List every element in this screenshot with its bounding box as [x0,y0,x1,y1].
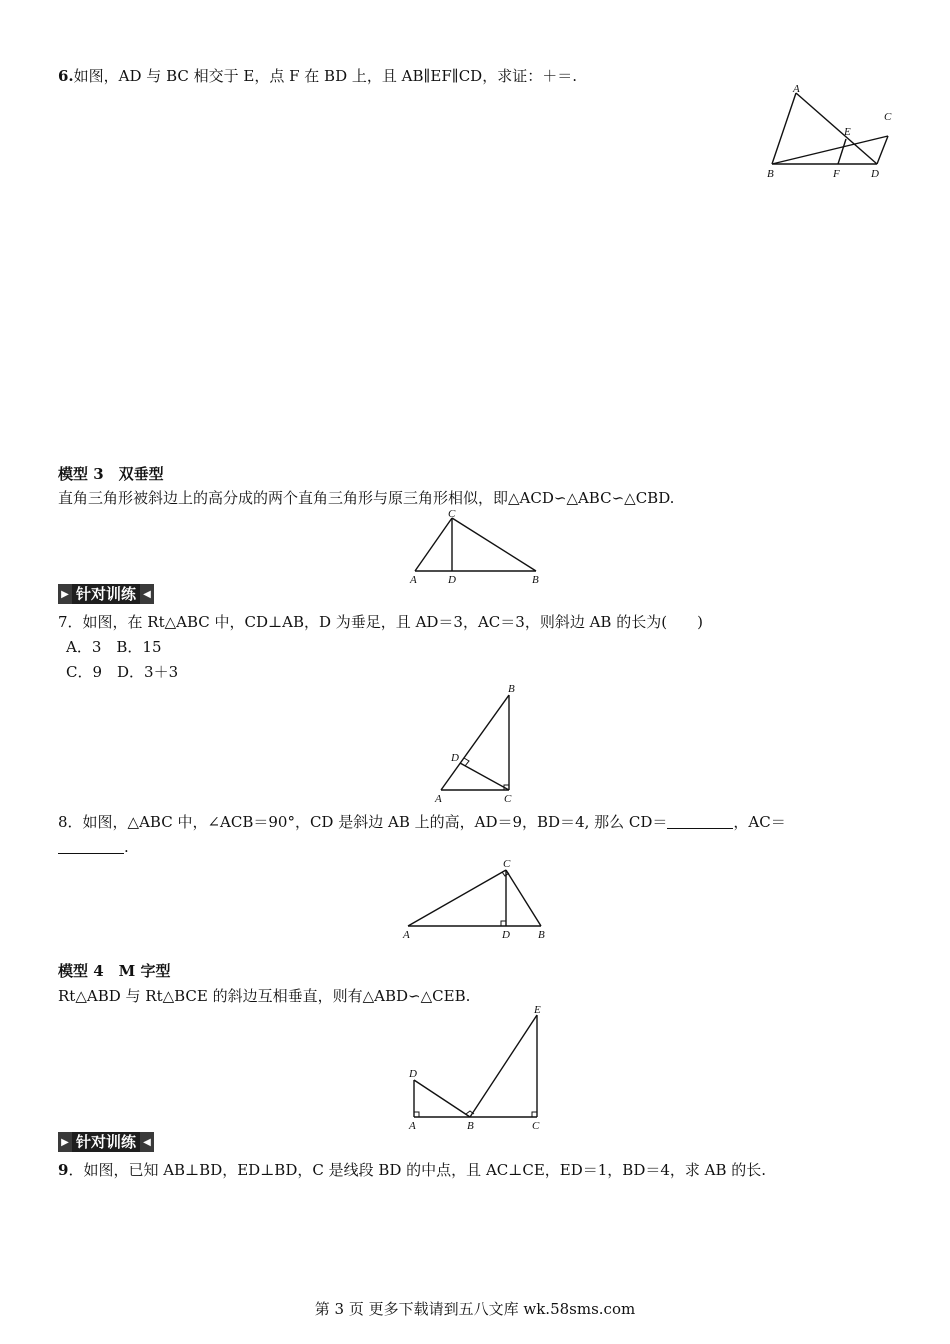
fig-m3-label-c: C [448,508,456,520]
model-4-title: 模型 4 M 字型 [58,962,171,980]
fig7-label-d: D [451,752,459,764]
fig6-label-a: A [793,83,800,95]
question-9 [58,1160,766,1180]
question-9-text: ．如图，已知 AB⊥BD，ED⊥BD，C 是线段 BD 的中点，且 AC⊥CE，ED＝1，BD＝4，求 AB 的长. [68,1161,767,1179]
play-left-icon: ◀ [140,584,154,604]
fig8-label-a: A [403,929,410,941]
fig7-label-a: A [435,793,442,805]
figure-q7 [430,680,525,805]
fig8-label-c: C [503,858,511,870]
play-right-icon: ▶ [58,584,72,604]
fig8-label-d: D [502,929,510,941]
page-footer: 第 3 页 更多下载请到五八文库 wk.58sms.com [314,1300,636,1318]
figure-model-4 [400,1000,550,1135]
model-3-title: 模型 3 双垂型 [58,465,164,483]
model-4-description: Rt△ABD 与 Rt△BCE 的斜边互相垂直，则有△ABD∽△CEB. [58,987,471,1005]
question-9-number: 9 [58,1161,69,1179]
fig7-label-c: C [504,793,512,805]
training-tag [58,1132,154,1152]
fig6-label-b: B [767,168,774,180]
training-tag-label: 针对训练 [72,1132,140,1152]
model-3-description: 直角三角形被斜边上的高分成的两个直角三角形与原三角形相似，即△ACD∽△ABC∽△CBD. [58,489,675,507]
fig6-label-f: F [833,168,840,180]
fig-m4-label-b: B [467,1120,474,1132]
question-7-options-row-2: C．9 D．3＋3 [66,663,179,681]
fig6-label-e: E [844,126,851,138]
fig7-label-b: B [508,683,515,695]
training-tag-label: 针对训练 [72,584,140,604]
training-tag [58,584,154,604]
fig-m4-label-d: D [409,1068,417,1080]
figure-q6 [760,80,900,185]
question-7-text: 7．如图，在 Rt△ABC 中，CD⊥AB，D 为垂足，且 AD＝3，AC＝3，则斜边 AB 的长为( ) [58,613,703,631]
fig-m4-label-e: E [534,1004,541,1016]
fig6-label-d: D [871,168,879,180]
play-left-icon: ◀ [140,1132,154,1152]
fig8-label-b: B [538,929,545,941]
question-8-line-2 [58,837,129,857]
question-7-options-row-1: A．3 B．15 [66,638,162,656]
question-6-number: 6. [58,67,74,85]
question-8-line-1 [58,812,786,832]
fig-m4-label-c: C [532,1120,540,1132]
play-right-icon: ▶ [58,1132,72,1152]
answer-blank-cd[interactable] [667,814,733,829]
fig-m3-label-a: A [410,574,417,586]
question-8-text-middle: ，AC＝ [733,813,786,831]
question-8-text-end: . [124,838,129,856]
fig-m3-label-b: B [532,574,539,586]
answer-blank-ac[interactable] [58,839,124,854]
question-8-text: 8．如图，△ABC 中，∠ACB＝90°，CD 是斜边 AB 上的高，AD＝9，BD＝4, 那么 CD＝ [58,813,668,831]
fig6-label-c: C [884,111,892,123]
figure-model-3 [405,506,550,588]
question-6-text: 如图，AD 与 BC 相交于 E，点 F 在 BD 上，且 AB∥EF∥CD，求证：＋＝. [73,67,577,85]
question-6 [58,66,577,86]
fig-m3-label-d: D [448,574,456,586]
figure-q8 [398,852,553,942]
fig-m4-label-a: A [409,1120,416,1132]
